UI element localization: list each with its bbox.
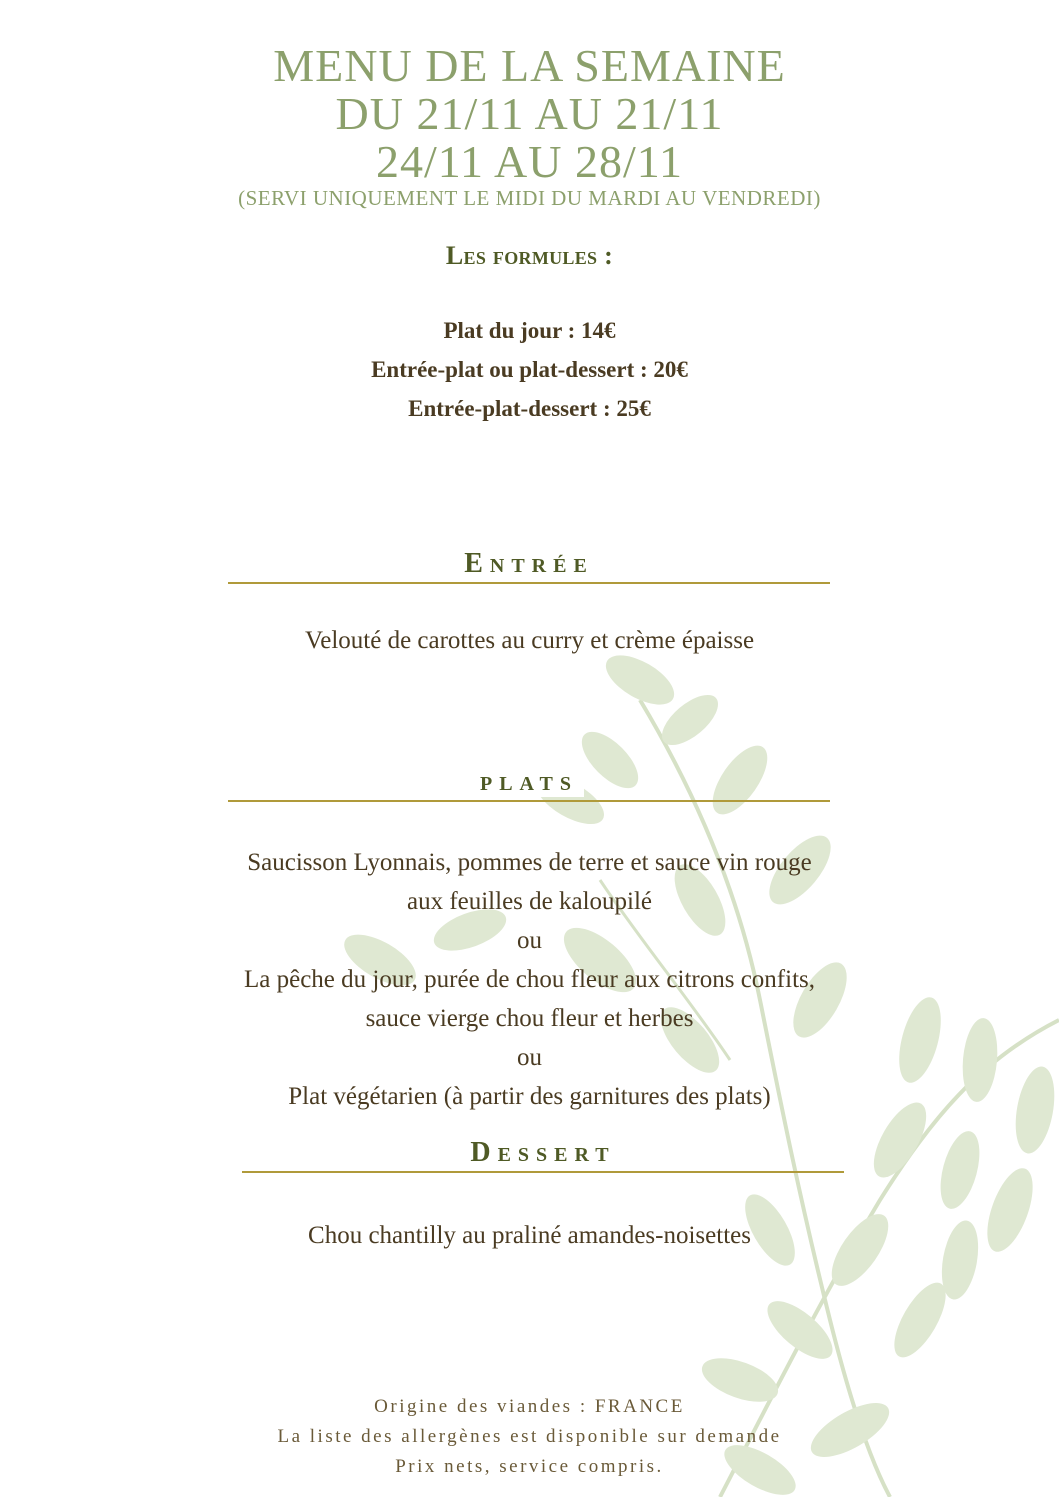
dish-line: aux feuilles de kaloupilé (406, 888, 653, 915)
divider (228, 800, 830, 802)
dish-separator: ou (517, 1044, 542, 1071)
formule-item: Plat du jour : 14€ (443, 318, 616, 343)
dish-line: La pêche du jour, purée de chou fleur aux citrons confits, (243, 966, 815, 993)
section-title: Dessert (464, 1137, 621, 1168)
formule-item: Entrée-plat-dessert : 25€ (408, 396, 651, 421)
formule-item: Entrée-plat ou plat-dessert : 20€ (371, 357, 688, 382)
dish-line: Chou chantilly au praliné amandes-noisettes (308, 1222, 751, 1249)
section-heading-entree (228, 544, 830, 584)
section-heading-plats (228, 762, 830, 802)
dish-line: Plat végétarien (à partir des garnitures des plats) (288, 1083, 771, 1110)
section-title: Entrée (458, 548, 600, 579)
title-line: 24/11 AU 28/11 (375, 136, 684, 187)
footer-line: Origine des viandes : FRANCE (374, 1396, 685, 1417)
dish-line: Saucisson Lyonnais, pommes de terre et sauce vin rouge (247, 849, 812, 876)
title-line: DU 21/11 AU 21/11 (335, 88, 724, 139)
dish-line: Velouté de carottes au curry et crème épaisse (304, 627, 755, 654)
formules-list (0, 311, 1059, 428)
footer-notes (0, 1392, 1059, 1482)
section-title: plats (474, 766, 584, 797)
page-title (0, 0, 1059, 186)
title-line: MENU DE LA SEMAINE (273, 40, 786, 91)
divider (228, 582, 830, 584)
footer-line: Prix nets, service compris. (395, 1456, 664, 1477)
service-subtitle: (SERVI UNIQUEMENT LE MIDI DU MARDI AU VENDREDI) (238, 186, 821, 210)
footer-line: La liste des allergènes est disponible sur demande (277, 1426, 782, 1447)
dish-line: sauce vierge chou fleur et herbes (365, 1005, 694, 1032)
formules-heading: Les formules : (445, 241, 614, 270)
divider (242, 1171, 844, 1173)
section-heading-dessert (242, 1133, 844, 1173)
dish-separator: ou (517, 927, 542, 954)
